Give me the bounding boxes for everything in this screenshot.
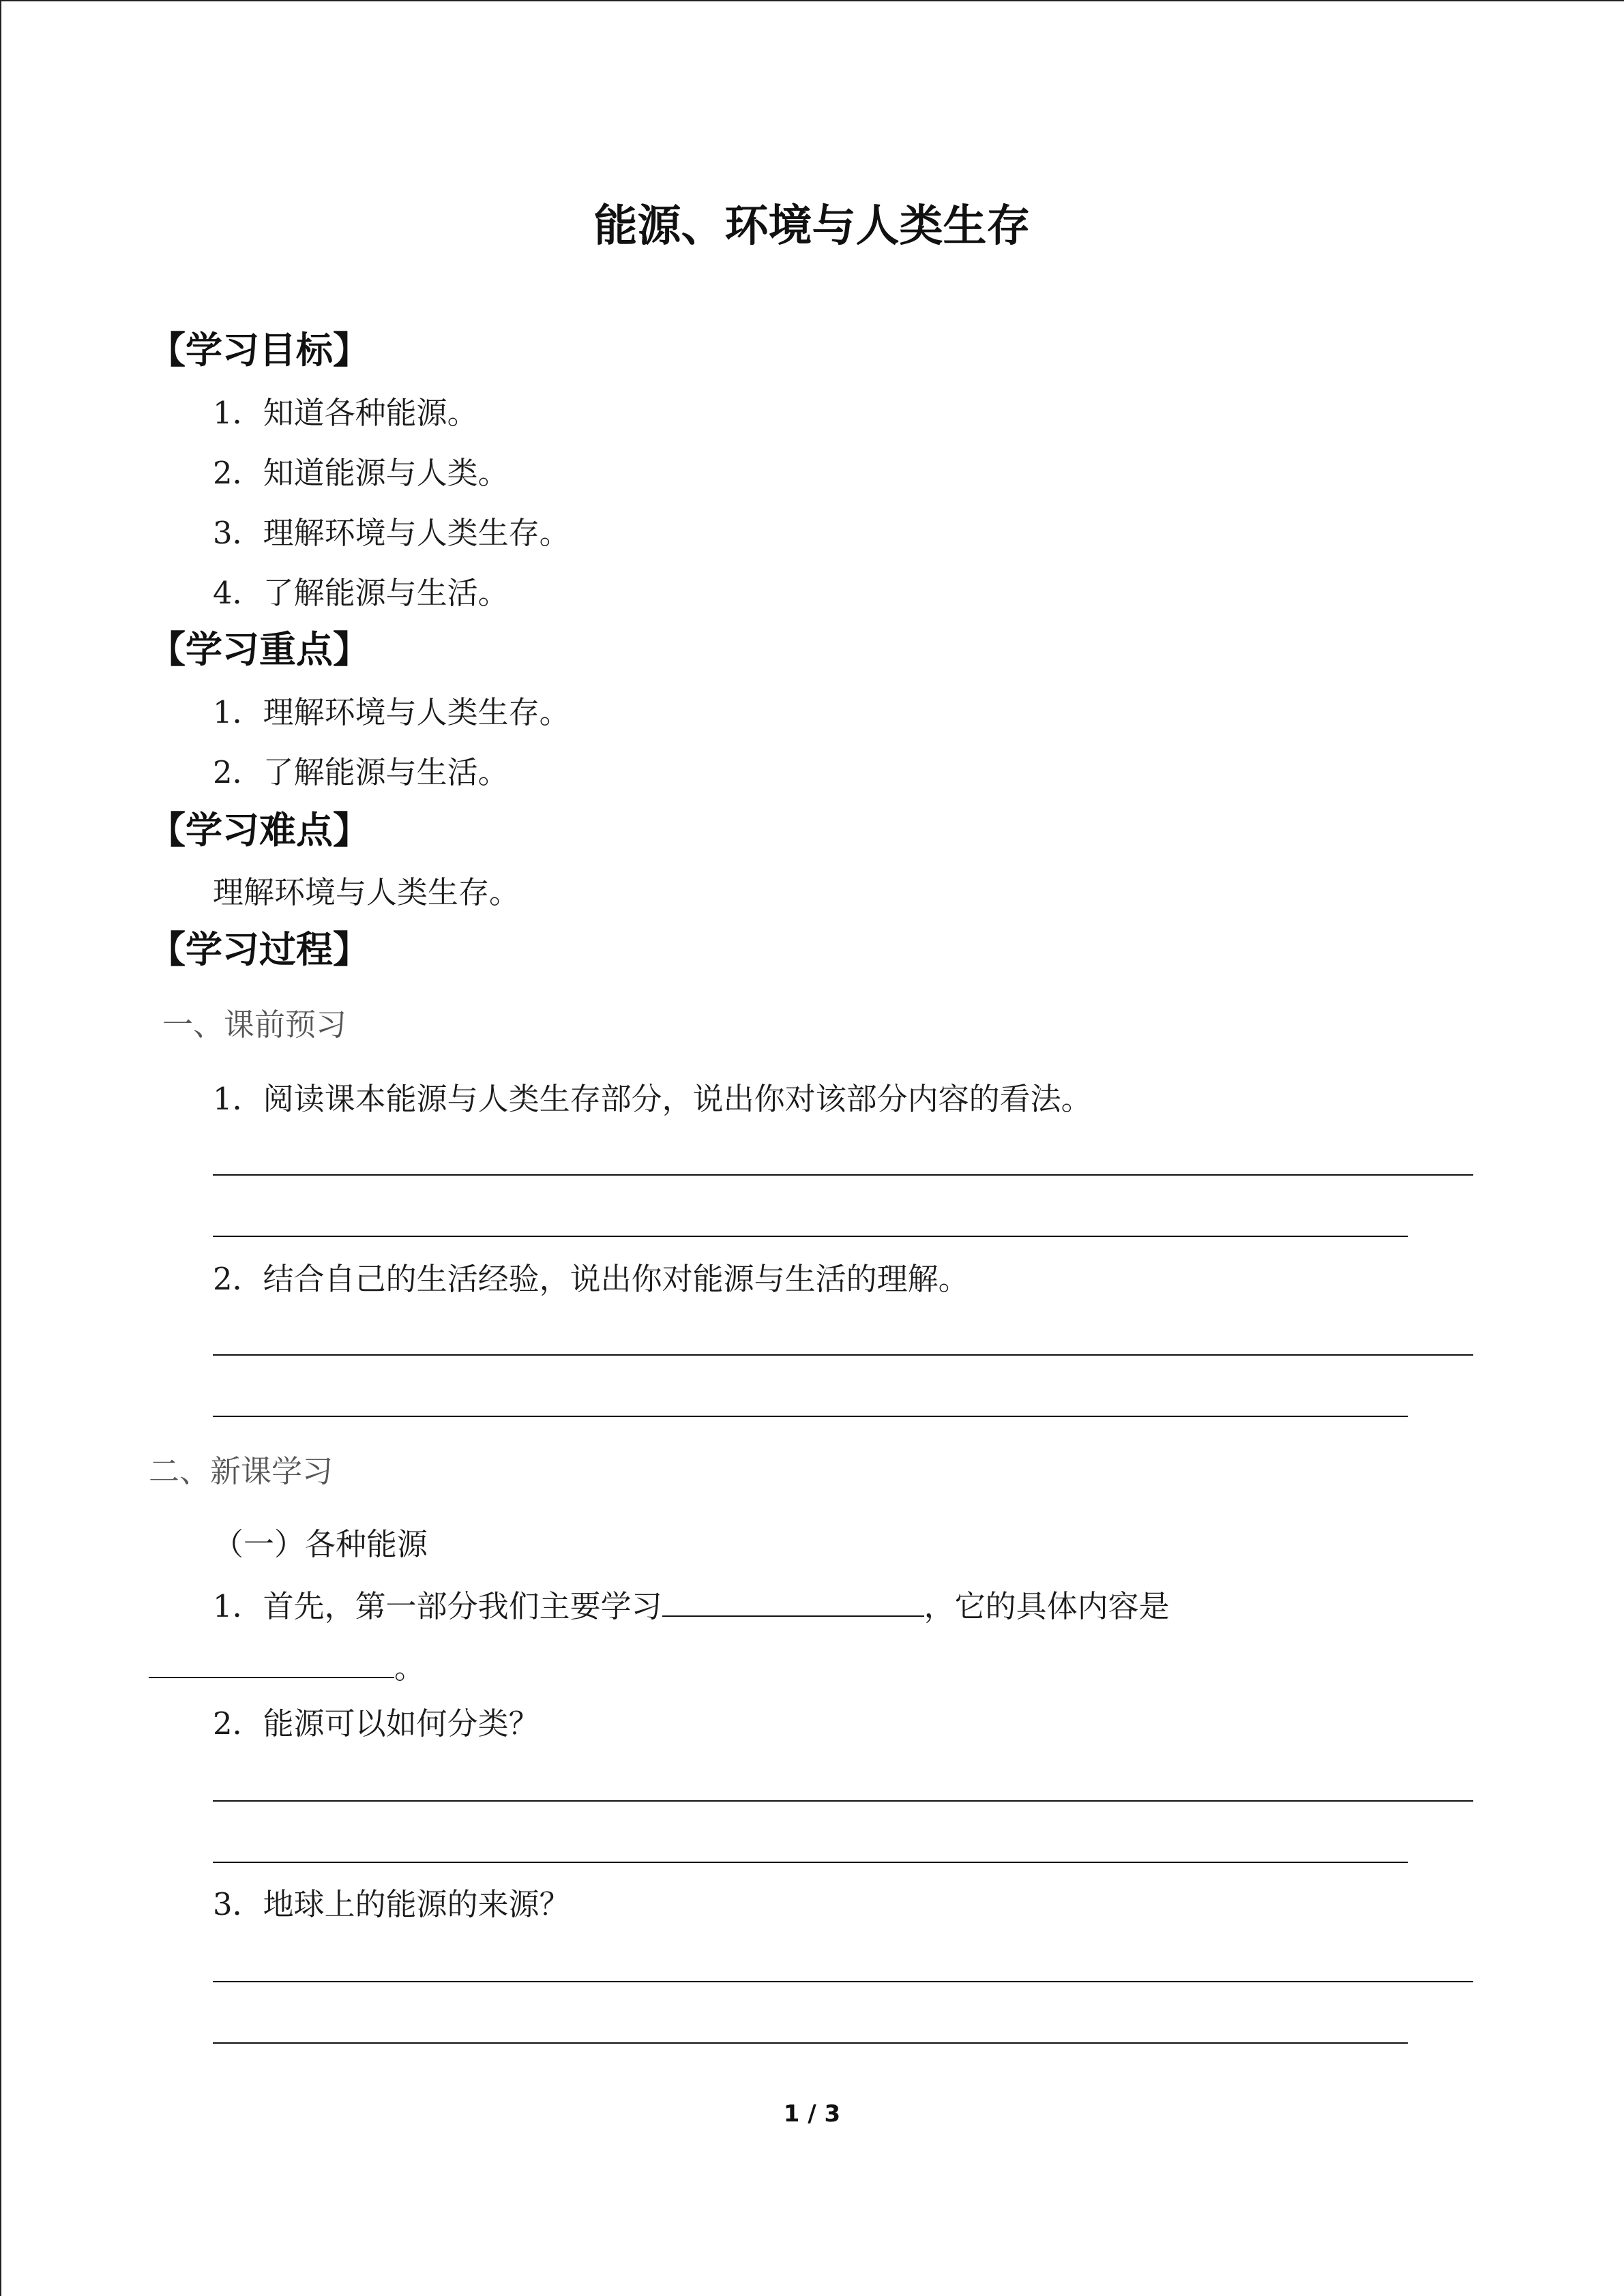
subsection-title: （一）各种能源 — [213, 1526, 428, 1562]
answer-line — [213, 2042, 1408, 2044]
question-1-end: 。 — [394, 1650, 426, 1686]
difficulty-text: 理解环境与人类生存。 — [213, 874, 520, 910]
question-1-part-1: 1．首先，第一部分我们主要学习 — [213, 1588, 662, 1624]
document-title: 能源、环境与人类生存 — [593, 201, 1031, 252]
new-lesson-question-1-continued — [149, 1645, 425, 1688]
preview-question-2: 2．结合自己的生活经验，说出你对能源与生活的理解。 — [213, 1261, 969, 1297]
answer-line — [213, 1174, 1473, 1176]
answer-line — [213, 1862, 1408, 1863]
preview-section-title: 一、课前预习 — [162, 1007, 347, 1043]
key-point-item-1: 1．理解环境与人类生存。 — [213, 694, 570, 730]
key-point-item-2: 2．了解能源与生活。 — [213, 754, 509, 790]
key-points-heading: 【学习重点】 — [149, 628, 370, 671]
objective-item-4: 4．了解能源与生活。 — [213, 575, 509, 611]
objectives-heading: 【学习目标】 — [149, 329, 370, 372]
page-number: 1 / 3 — [783, 2100, 841, 2128]
difficulties-heading: 【学习难点】 — [149, 809, 370, 852]
answer-line — [213, 1416, 1408, 1417]
new-lesson-question-1 — [213, 1584, 1170, 1627]
answer-line — [213, 1236, 1408, 1237]
fill-in-blank — [662, 1584, 924, 1617]
objective-item-1: 1．知道各种能源。 — [213, 395, 478, 431]
process-heading: 【学习过程】 — [149, 928, 370, 971]
preview-question-1: 1．阅读课本能源与人类生存部分，说出你对该部分内容的看法。 — [213, 1081, 1092, 1117]
new-lesson-question-3: 3．地球上的能源的来源？ — [213, 1886, 570, 1922]
objective-item-3: 3．理解环境与人类生存。 — [213, 515, 570, 551]
new-lesson-section-title: 二、新课学习 — [149, 1453, 334, 1489]
answer-line — [213, 1354, 1473, 1356]
fill-in-blank — [149, 1645, 394, 1678]
answer-line — [213, 1981, 1473, 1982]
new-lesson-question-2: 2．能源可以如何分类？ — [213, 1705, 540, 1742]
question-1-part-2: ，它的具体内容是 — [924, 1588, 1170, 1624]
answer-line — [213, 1800, 1473, 1802]
objective-item-2: 2．知道能源与人类。 — [213, 455, 509, 491]
